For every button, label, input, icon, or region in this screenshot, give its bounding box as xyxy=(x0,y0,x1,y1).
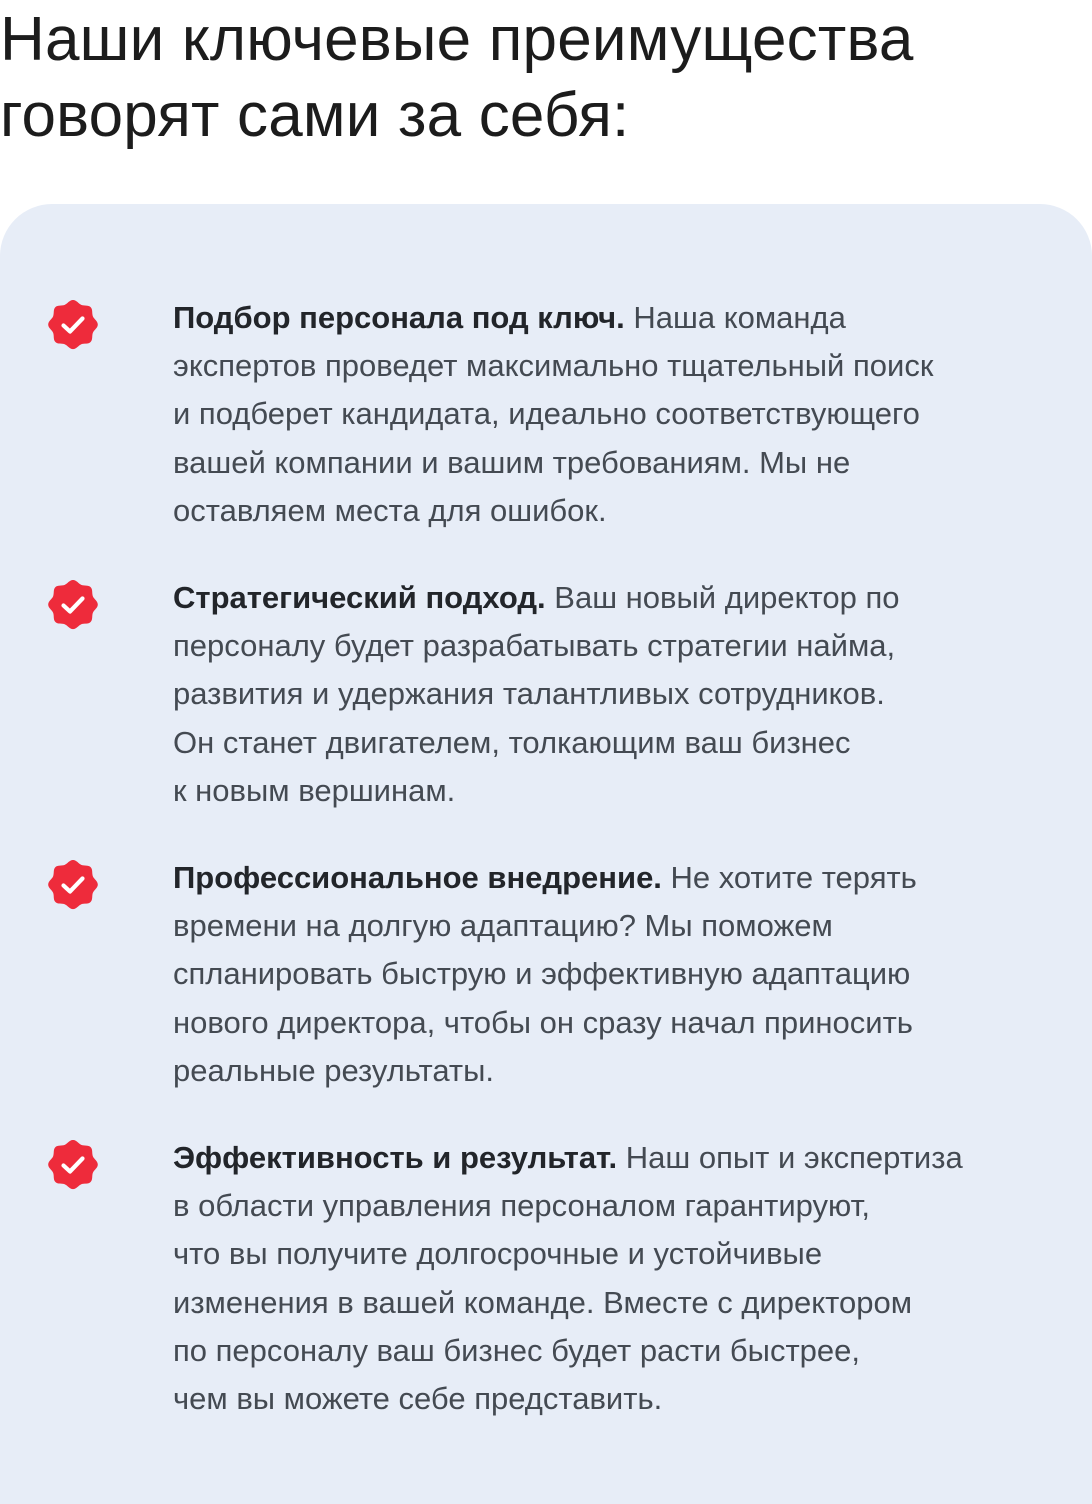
advantage-title: Подбор персонала под ключ. xyxy=(173,300,625,335)
advantage-text: Подбор персонала под ключ. Наша команда экспертов проведет максимально тщательный поиск и подберет кандидата, идеально соответствующего вашей компании и вашим требованиям. Мы не оставляем места для ошибок. xyxy=(173,300,934,528)
advantage-text: Эффективность и результат. Наш опыт и экспертиза в области управления персоналом гарантируют, что вы получите долгосрочные и устойчивые изменения в вашей команде. Вместе с директором по персоналу ваш бизнес будет расти быстрее, чем вы можете себе представить. xyxy=(173,1140,963,1417)
advantage-text: Профессиональное внедрение. Не хотите терять времени на долгую адаптацию? Мы поможем спланировать быструю и эффективную адаптацию нового директора, чтобы он сразу начал приносить реальные результаты. xyxy=(173,860,917,1088)
advantage-text: Стратегический подход. Ваш новый директор по персоналу будет разрабатывать стратегии найма, развития и удержания талантливых сотрудников. Он станет двигателем, толкающим ваш бизнес к новым вершинам. xyxy=(173,580,900,808)
advantages-panel xyxy=(0,204,1092,1504)
page-title xyxy=(0,2,1092,154)
advantage-title: Профессиональное внедрение. xyxy=(173,860,662,895)
advantage-title: Стратегический подход. xyxy=(173,580,546,615)
check-badge-icon xyxy=(48,580,98,630)
title-line-1: Наши ключевые преимущества xyxy=(0,5,914,74)
check-badge-icon xyxy=(48,1140,98,1190)
check-badge-icon xyxy=(48,860,98,910)
advantage-title: Эффективность и результат. xyxy=(173,1140,618,1175)
title-line-2: говорят сами за себя: xyxy=(0,81,630,150)
check-badge-icon xyxy=(48,300,98,350)
